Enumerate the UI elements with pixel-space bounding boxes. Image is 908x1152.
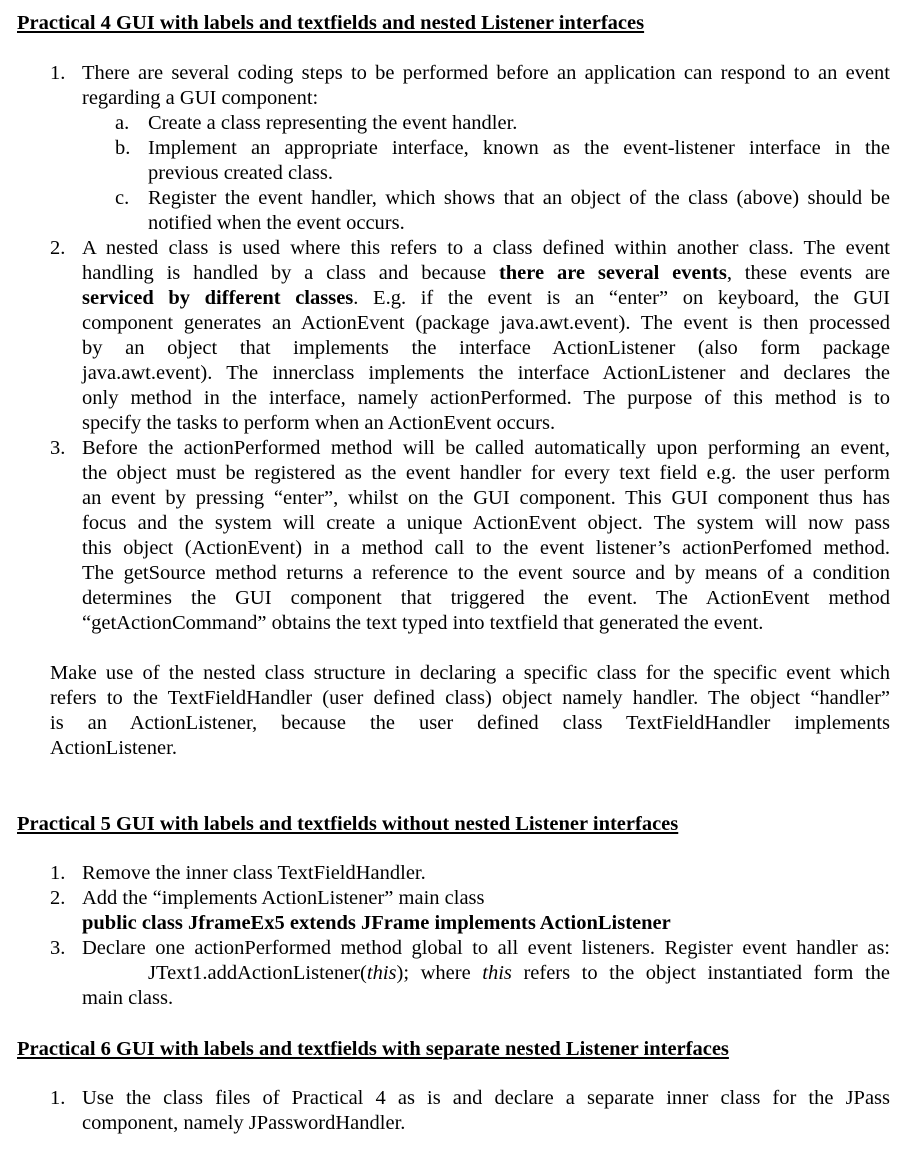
p4-item-2-number: 2. [50, 237, 66, 259]
text-run: ); where [396, 962, 483, 984]
text-line: previous created class. [148, 162, 333, 184]
p5-item-1-text: Remove the inner class TextFieldHandler. [82, 862, 426, 884]
text-line [82, 261, 890, 286]
bold-text: there are several events [498, 262, 727, 284]
p4-sub-b-text [148, 136, 890, 186]
p5-item-2-number: 2. [50, 887, 66, 909]
text-line: java.awt.event). The innerclass implements the interface ActionListener and declares the [82, 362, 890, 384]
text-run: . E.g. if the event is an “enter” on keyboard, the GUI [353, 287, 890, 309]
text-line: Use the class files of Practical 4 as is and declare a separate inner class for the JPass [82, 1087, 890, 1109]
text-line: refers to the TextFieldHandler (user defined class) object namely handler. The object “handler” [50, 687, 890, 709]
p4-sub-b-letter: b. [115, 137, 131, 159]
text-run: refers to the object instantiated form the [511, 962, 890, 984]
text-line: There are several coding steps to be performed before an application can respond to an event [82, 62, 890, 84]
p5-item-3-number: 3. [50, 937, 66, 959]
text-line: specify the tasks to perform when an ActionEvent occurs. [82, 412, 556, 434]
text-line: “getActionCommand” obtains the text typed into textfield that generated the event. [82, 612, 764, 634]
text-run: handling is handled by a class and because [82, 262, 499, 284]
p6-item-1-number: 1. [50, 1087, 66, 1109]
p4-paragraph [50, 661, 890, 761]
text-line: component generates an ActionEvent (package java.awt.event). The event is then processed [82, 312, 890, 334]
text-line: only method in the interface, namely actionPerformed. The purpose of this method is to [82, 387, 890, 409]
text-line [82, 286, 890, 311]
text-line: determines the GUI component that triggered the event. The ActionEvent method [82, 587, 890, 609]
text-run: JText1.addActionListener( [148, 962, 367, 984]
code-line: public class JframeEx5 extends JFrame implements ActionListener [82, 912, 671, 934]
text-line: the object must be registered as the event handler for every text field e.g. the user perform [82, 462, 890, 484]
text-line: component, namely JPasswordHandler. [82, 1112, 406, 1134]
p5-item-1-number: 1. [50, 862, 66, 884]
p4-sub-a-letter: a. [115, 112, 130, 134]
p4-sub-c-letter: c. [115, 187, 130, 209]
text-line: ActionListener. [50, 737, 177, 759]
text-line: Create a class representing the event handler. [148, 112, 518, 134]
p4-item-3-text [82, 436, 890, 636]
p4-item-1-number: 1. [50, 62, 66, 84]
text-line: A nested class is used where this refers to a class defined within another class. The event [82, 237, 890, 259]
text-line: notified when the event occurs. [148, 212, 405, 234]
p4-item-3-number: 3. [50, 437, 66, 459]
text-line [82, 961, 890, 986]
text-line: Add the “implements ActionListener” main class [82, 887, 485, 909]
text-line: is an ActionListener, because the user defined class TextFieldHandler implements [50, 712, 890, 734]
text-line: focus and the system will create a unique ActionEvent object. The system will now pass [82, 512, 890, 534]
p4-sub-a-text [148, 111, 890, 136]
p5-item-2-text [82, 886, 671, 936]
text-line: an event by pressing “enter”, whilst on the GUI component. This GUI component thus has [82, 487, 890, 509]
text-line: Before the actionPerformed method will be called automatically upon performing an event, [82, 437, 890, 459]
text-line: Register the event handler, which shows that an object of the class (above) should be [148, 187, 890, 209]
p4-item-2-text [82, 236, 890, 436]
bold-text: serviced by different classes [82, 287, 354, 309]
p4-sub-c-text [148, 186, 890, 236]
text-line: Implement an appropriate interface, known as the event-listener interface in the [148, 137, 890, 159]
p4-item-1-text [82, 61, 890, 111]
italic-text: this [366, 962, 397, 984]
p6-item-1-text [82, 1086, 890, 1136]
text-line: this object (ActionEvent) in a method call to the event listener’s actionPerfomed method. [82, 537, 890, 559]
text-line: The getSource method returns a reference to the event source and by means of a condition [82, 562, 890, 584]
practical-5-heading: Practical 5 GUI with labels and textfields without nested Listener interfaces [17, 813, 679, 835]
text-line: main class. [82, 987, 174, 1009]
italic-text: this [482, 962, 512, 984]
text-line: Make use of the nested class structure in declaring a specific class for the specific event which [50, 662, 890, 684]
practical-6-heading: Practical 6 GUI with labels and textfields with separate nested Listener interfaces [17, 1038, 729, 1060]
text-run: , these events are [726, 262, 890, 284]
text-line: by an object that implements the interface ActionListener (also form package [82, 337, 890, 359]
text-line: regarding a GUI component: [82, 87, 319, 109]
text-line: Declare one actionPerformed method global to all event listeners. Register event handler as: [82, 937, 890, 959]
p5-item-3-text [82, 936, 890, 1011]
practical-4-heading: Practical 4 GUI with labels and textfields and nested Listener interfaces [17, 12, 645, 34]
